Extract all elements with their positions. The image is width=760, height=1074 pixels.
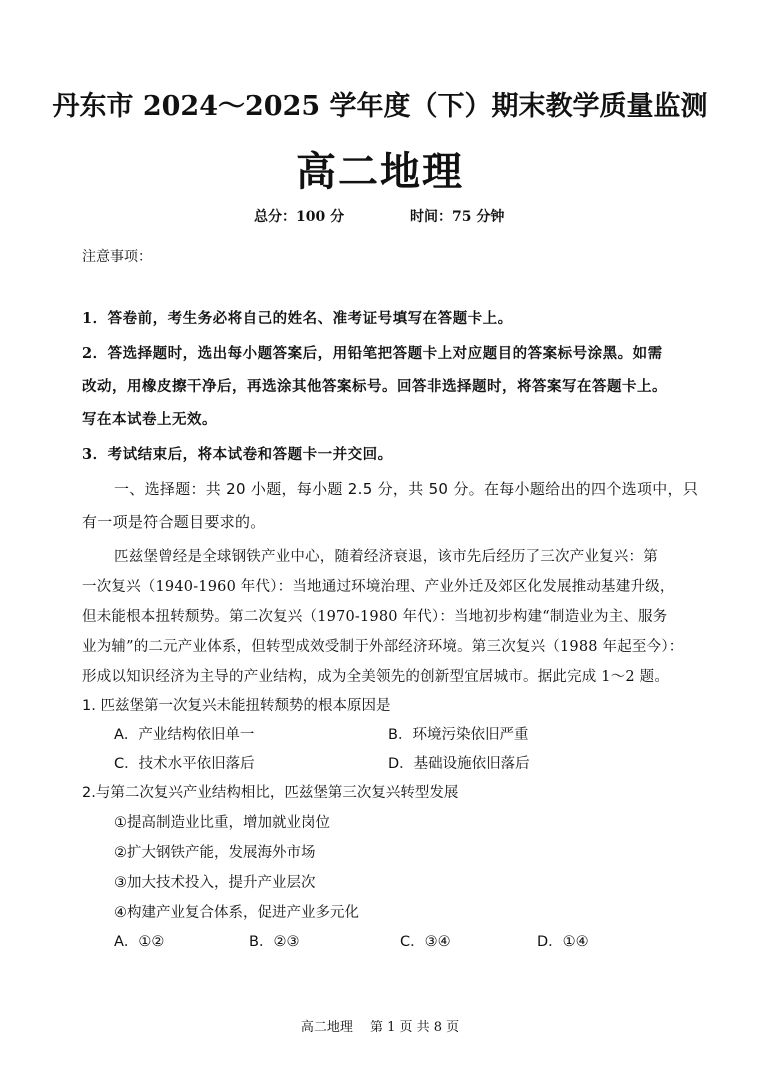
passage-line-4: 业为辅”的二元产业体系，但转型成效受制于外部经济环境。第三次复兴（1988 年起至今）： (82, 639, 684, 655)
subject-title: 高二地理 (296, 148, 464, 195)
section-intro-line-1: 一、选择题：共 20 小题，每小题 2.5 分，共 50 分。在每小题给出的四个选项中，只 (114, 480, 699, 498)
exam-title: 丹东市 2024～2025 学年度（下）期末教学质量监测 (52, 91, 708, 122)
passage-line-3: 但未能根本扭转颓势。第二次复兴（1970-1980 年代）：当地初步构建“制造业为主、服务 (82, 609, 668, 625)
passage-line-1: 匹兹堡曾经是全球钢铁产业中心，随着经济衰退，该市先后经历了三次产业复兴：第 (114, 549, 658, 565)
question-2-option-c: C．③④ (400, 934, 451, 950)
page-footer: 高二地理 第 1 页 共 8 页 (300, 1020, 460, 1035)
question-2-statement-2: ②扩大钢铁产能，发展海外市场 (114, 845, 316, 861)
notice-item-2-line-2: 改动，用橡皮擦干净后，再选涂其他答案标号。回答非选择题时，将答案写在答题卡上。 (82, 378, 667, 395)
question-2-option-a: A．①② (114, 934, 165, 950)
exam-time: 时间：75 分钟 (410, 209, 505, 225)
question-2-stem: 2.与第二次复兴产业结构相比，匹兹堡第三次复兴转型发展 (82, 785, 459, 801)
notice-item-3: 3．考试结束后，将本试卷和答题卡一并交回。 (82, 446, 393, 463)
question-2-statement-3: ③加大技术投入，提升产业层次 (114, 875, 316, 891)
question-1-stem: 1. 匹兹堡第一次复兴未能扭转颓势的根本原因是 (82, 698, 391, 714)
question-1-option-c: C．技术水平依旧落后 (114, 756, 255, 772)
question-1-option-b: B．环境污染依旧严重 (388, 727, 529, 743)
notice-item-1: 1．答卷前，考生务必将自己的姓名、准考证号填写在答题卡上。 (82, 310, 513, 327)
passage-line-2: 一次复兴（1940-1960 年代）：当地通过环境治理、产业外迁及郊区化发展推动基建升级， (82, 579, 675, 595)
passage-line-5: 形成以知识经济为主导的产业结构，成为全美领先的创新型宜居城市。据此完成 1～2 题。 (82, 669, 670, 685)
question-1-option-a: A．产业结构依旧单一 (114, 727, 255, 743)
notice-item-2-line-1: 2．答选择题时，选出每小题答案后，用铅笔把答题卡上对应题目的答案标号涂黑。如需 (82, 345, 663, 362)
question-2-option-d: D．①④ (537, 934, 589, 950)
question-1-option-d: D．基础设施依旧落后 (388, 756, 530, 772)
question-2-option-b: B．②③ (249, 934, 300, 950)
notice-heading: 注意事项： (82, 249, 152, 265)
notice-item-2-line-3: 写在本试卷上无效。 (82, 411, 217, 428)
question-2-statement-1: ①提高制造业比重，增加就业岗位 (114, 815, 330, 831)
section-intro-line-2: 有一项是符合题目要求的。 (82, 513, 266, 531)
total-score: 总分：100 分 (254, 209, 345, 225)
question-2-statement-4: ④构建产业复合体系，促进产业多元化 (114, 905, 359, 921)
